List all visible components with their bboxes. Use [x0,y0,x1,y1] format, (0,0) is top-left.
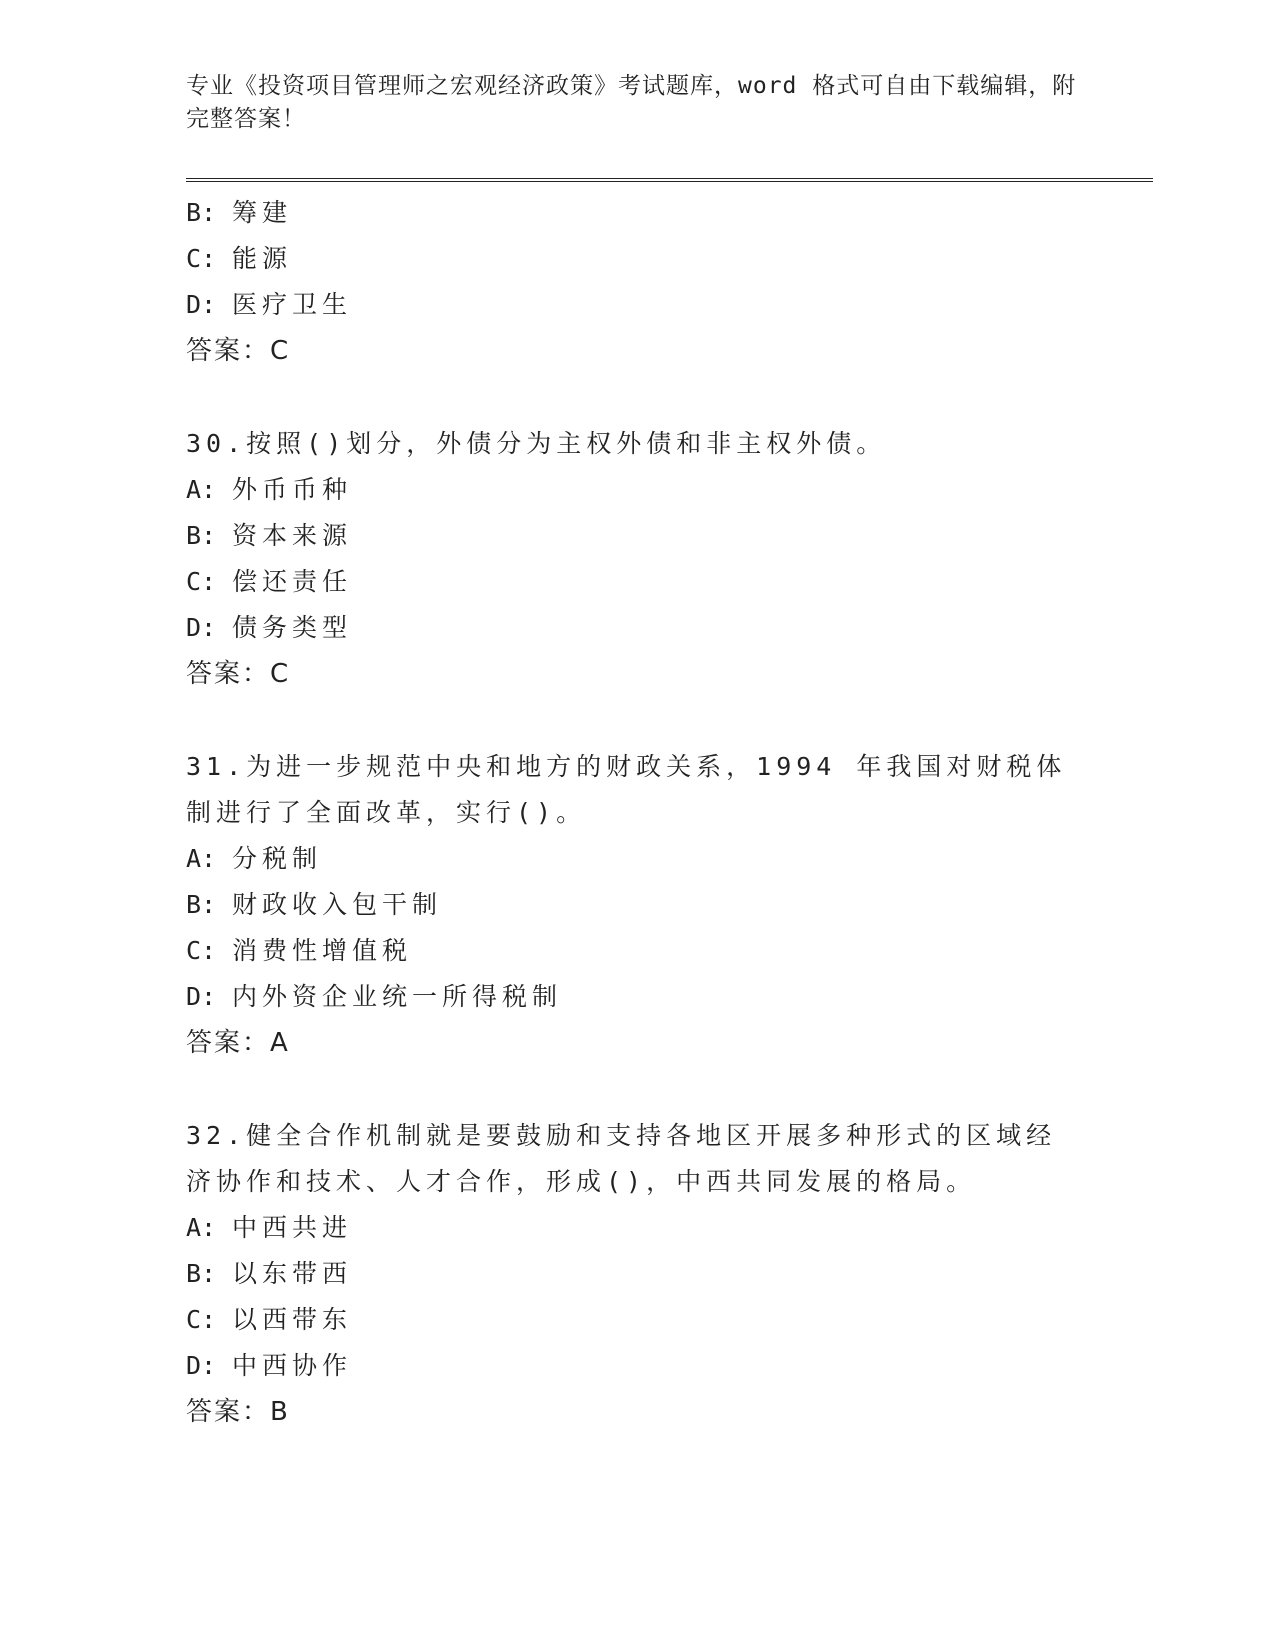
question-list [186,190,1146,1435]
option-text: 财政收入包干制 [232,890,443,919]
option-c [186,236,1146,282]
answer-line: 答案：C [186,336,291,366]
question-stem: 31.为进一步规范中央和地方的财政关系，1994 年我国对财税体制进行了全面改革，实行()。 [186,752,1067,827]
question-32 [186,1113,1146,1435]
option-d [186,974,1146,1020]
answer-line: 答案：B [186,1397,290,1427]
spacer [186,374,1146,421]
option-b [186,1251,1146,1297]
answer-line: 答案：A [186,1028,290,1058]
option-key: C: [186,1305,217,1334]
spacer [186,697,1146,744]
option-text: 以东带西 [232,1259,353,1288]
option-c [186,559,1146,605]
option-key: C: [186,244,217,273]
option-d [186,1343,1146,1389]
option-key: C: [186,936,217,965]
question-31 [186,744,1146,1066]
option-c [186,1297,1146,1343]
answer-line: 答案：C [186,659,291,689]
option-a [186,1205,1146,1251]
question-29-continued [186,190,1146,374]
option-key: D: [186,613,217,642]
option-text: 偿还责任 [232,567,353,596]
header-divider [186,178,1153,182]
option-d [186,282,1146,328]
option-key: B: [186,1259,217,1288]
document-intro: 专业《投资项目管理师之宏观经济政策》考试题库，word 格式可自由下载编辑，附完整答案！ [186,73,1077,132]
option-key: A: [186,844,217,873]
option-key: C: [186,567,217,596]
option-text: 筹建 [232,198,293,227]
question-30 [186,421,1146,697]
option-text: 内外资企业统一所得税制 [232,982,563,1011]
option-key: A: [186,1213,217,1242]
option-b [186,513,1146,559]
option-key: D: [186,290,217,319]
option-key: D: [186,982,217,1011]
option-key: B: [186,198,217,227]
option-text: 债务类型 [232,613,353,642]
option-b [186,190,1146,236]
option-key: B: [186,890,217,919]
option-key: B: [186,521,217,550]
option-text: 中西共进 [232,1213,353,1242]
option-text: 能源 [232,244,293,273]
option-b [186,882,1146,928]
question-stem: 30.按照()划分，外债分为主权外债和非主权外债。 [186,429,887,458]
option-d [186,605,1146,651]
option-text: 以西带东 [232,1305,353,1334]
spacer [186,1066,1146,1113]
option-text: 消费性增值税 [232,936,413,965]
option-c [186,928,1146,974]
option-text: 中西协作 [232,1351,353,1380]
option-a [186,836,1146,882]
option-key: D: [186,1351,217,1380]
option-text: 外币币种 [232,475,353,504]
option-a [186,467,1146,513]
option-key: A: [186,475,217,504]
option-text: 分税制 [232,844,323,873]
question-stem: 32.健全合作机制就是要鼓励和支持各地区开展多种形式的区域经济协作和技术、人才合作，形成()，中西共同发展的格局。 [186,1121,1057,1196]
option-text: 资本来源 [232,521,353,550]
option-text: 医疗卫生 [232,290,353,319]
